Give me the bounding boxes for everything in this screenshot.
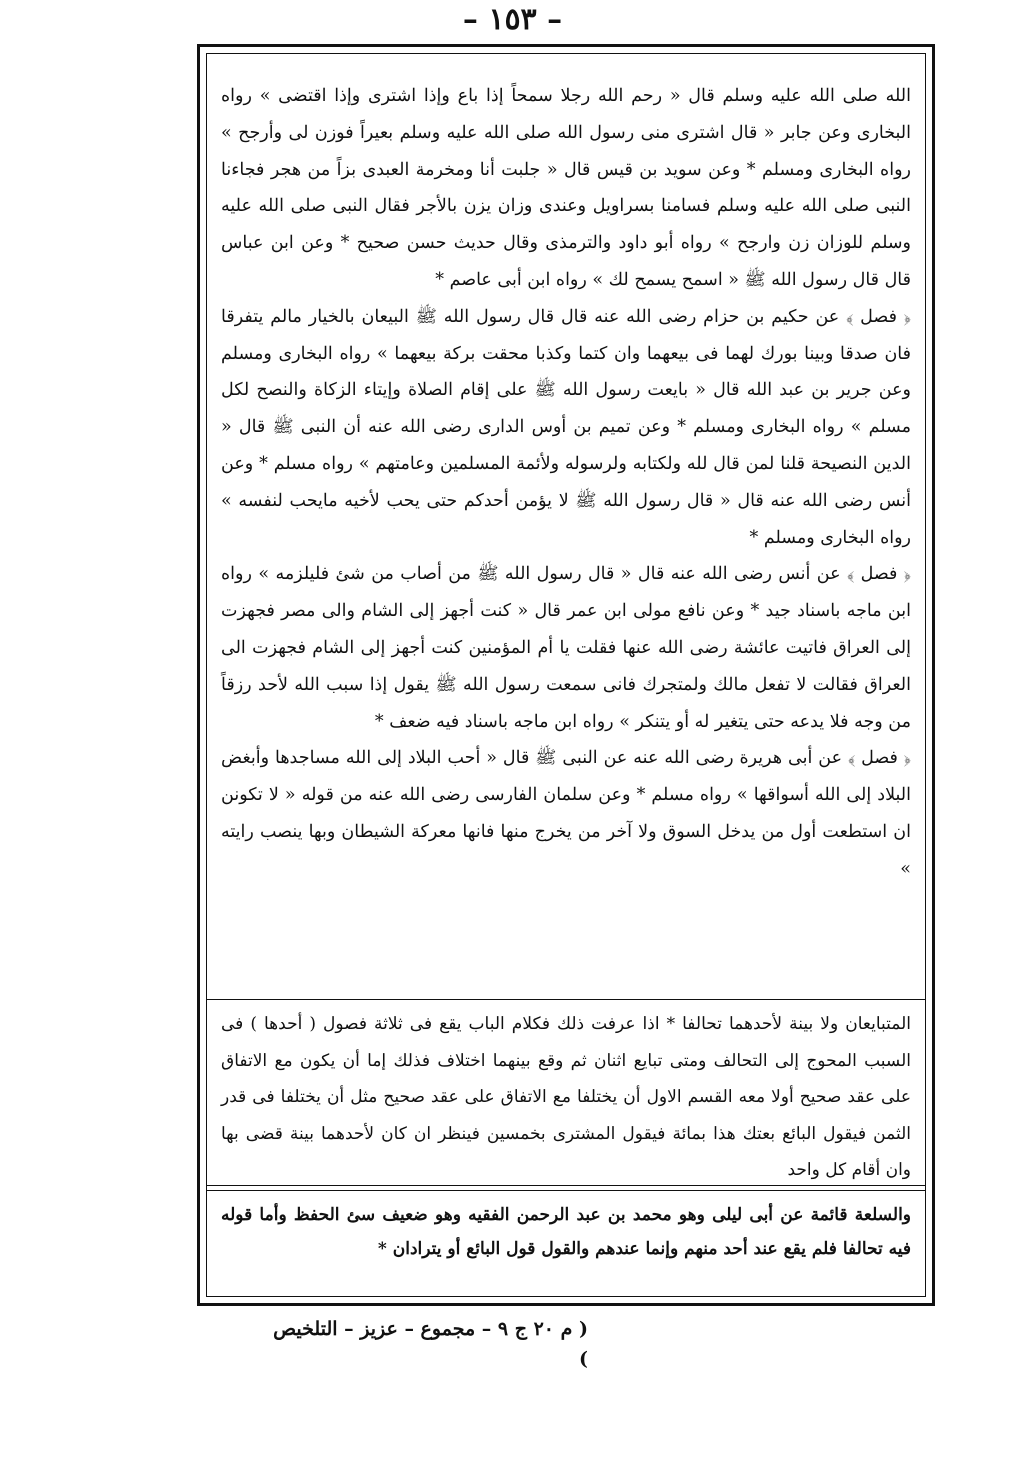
main-paragraph-1: الله صلى الله عليه وسلم قال « رحم الله رجلا سمحاً إذا باع وإذا اشترى وإذا اقتضى » رواه البخارى وعن جابر « قال اشترى منى رسول الله صلى الله عليه وسلم بعيراً فوزن لى وأرجح » رواه البخارى ومسلم * وعن سويد بن قيس قال « جلبت أنا ومخرمة العبدى بزاً من هجر فجاءنا النبى صلى الله عليه وسلم فسامنا بسراويل وعندى وزان يزن بالأجر فقال النبى صلى الله عليه وسلم للوزان زن وارجح » رواه أبو داود والترمذى وقال حديث حسن صحيح * وعن ابن عباس قال قال رسول الله ﷺ « اسمح يسمح لك » رواه ابن أبى عاصم * <box>221 86 911 290</box>
book-reference: ( م ٢٠ ج ٩ – مجموع – عزيز – التلخيص ) <box>273 1318 588 1370</box>
commentary-text <box>221 1006 911 1189</box>
footnote-text <box>221 1198 911 1266</box>
page-frame <box>197 44 935 1306</box>
page-frame-inner-border <box>206 53 926 1297</box>
main-paragraph-3: ﴿ فصل ﴾ عن أنس رضى الله عنه قال « قال رسول الله ﷺ من أصاب من شئ فليلزمه » رواه ابن ماجه باسناد جيد * وعن نافع مولى ابن عمر قال « كنت أجهز إلى الشام والى مصر فجهزت إلى العراق فاتيت عائشة رضى الله عنها فقلت يا أم المؤمنين كنت أجهز إلى الشام فجهزت الى العراق فقالت لا تفعل مالك ولمتجرك فانى سمعت رسول الله ﷺ يقول إذا سبب الله لأحد رزقاً من وجه فلا يدعه حتى يتغير له أو يتنكر » رواه ابن ماجه باسناد فيه ضعف * <box>221 564 911 732</box>
footnote-paragraph: والسلعة قائمة عن أبى ليلى وهو محمد بن عبد الرحمن الفقيه وهو ضعيف سئ الحفظ وأما قوله فيه تحالفا فلم يقع عند أحد منهم وإنما عندهم والقول قول البائع أو يترادان * <box>221 1205 911 1259</box>
footnote-divider-bottom <box>207 1190 925 1191</box>
page-number: – ١٥٣ – <box>462 2 563 37</box>
footnote-divider-top <box>207 1185 925 1186</box>
main-commentary-divider <box>207 999 925 1000</box>
commentary-paragraph: المتبايعان ولا بينة لأحدهما تحالفا * اذا عرفت ذلك فكلام الباب يقع فى ثلاثة فصول ( أحدها ) فى السبب المحوج إلى التحالف ومتى تبايع اثنان ثم وقع بينهما اختلاف فذلك إما أن يكون مع الاتفاق على عقد صحيح أولا معه القسم الاول أن يختلفا مع الاتفاق على عقد صحيح مثل أن يختلفا فى قدر الثمن فيقول البائع بعتك هذا بمائة فيقول المشترى بخمسين فينظر ان كان لأحدهما بينة قضى بها وان أقام كل واحد <box>221 1014 911 1180</box>
main-paragraph-2: ﴿ فصل ﴾ عن حكيم بن حزام رضى الله عنه قال قال رسول الله ﷺ البيعان بالخيار مالم يتفرقا فان صدقا وبينا بورك لهما فى بيعهما وان كتما وكذبا محقت بركة بيعهما » رواه البخارى ومسلم وعن جرير بن عبد الله قال « بايعت رسول الله ﷺ على إقام الصلاة وإيتاء الزكاة والنصح لكل مسلم » رواه البخارى ومسلم * وعن تميم بن أوس الدارى رضى الله عنه أن النبى ﷺ قال « الدين النصيحة قلنا لمن قال لله ولكتابه ولرسوله ولأئمة المسلمين وعامتهم » رواه مسلم * وعن أنس رضى الله عنه قال « قال رسول الله ﷺ لا يؤمن أحدكم حتى يحب لأخيه مايحب لنفسه » رواه البخارى ومسلم * <box>221 306 911 548</box>
main-text <box>221 78 911 888</box>
main-paragraph-4: ﴿ فصل ﴾ عن أبى هريرة رضى الله عنه عن النبى ﷺ قال « أحب البلاد إلى الله مساجدها وأبغض البلاد إلى الله أسواقها » رواه مسلم * وعن سلمان الفارسى رضى الله عنه من قوله « لا تكونن ان استطعت أول من يدخل السوق ولا آخر من يخرج منها فانها معركة الشيطان وبها ينصب رايته » <box>221 748 911 879</box>
